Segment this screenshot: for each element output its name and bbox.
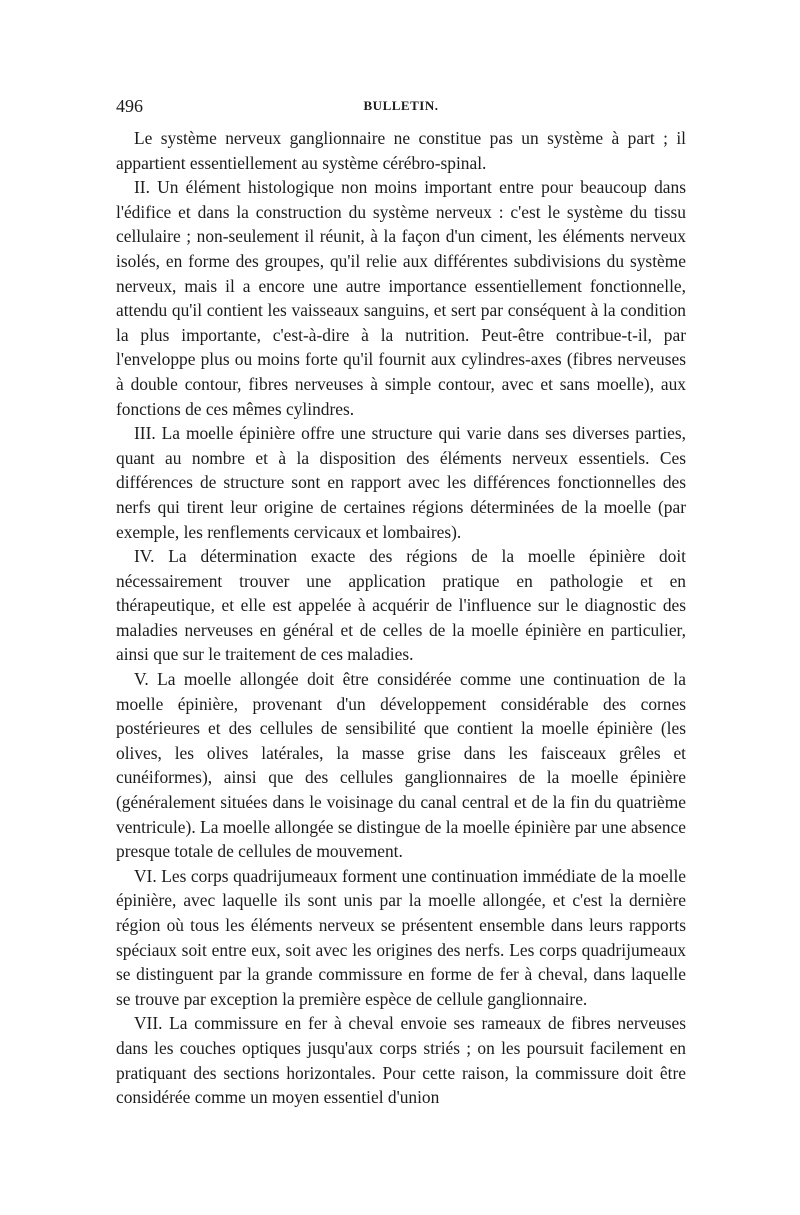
paragraph-vii: VII. La commissure en fer à cheval envoie ses rameaux de fibres nerveuses dans les couches optiques jusqu'aux corps striés ; on les poursuit facilement en pratiquant des sections horizontales. Pour cette raison, la commissure doit être considérée comme un moyen essentiel d'union [116,1013,686,1108]
paragraph-vi: VI. Les corps quadrijumeaux forment une continuation immédiate de la moelle épinière, avec laquelle ils sont unis par la moelle allongée, et c'est la dernière région où tous les éléments nerveux se présentent ensemble dans leurs rapports spéciaux soit entre eux, soit avec les origines des nerfs. Les corps quadrijumeaux se distinguent par la grande commissure en forme de fer à cheval, dans laquelle se trouve par exception la première espèce de cellule ganglionnaire. [116,865,686,1009]
paragraph-iv: IV. La détermination exacte des régions de la moelle épinière doit nécessairement trouver une application pratique en pathologie et en thérapeutique, et elle est appelée à acquérir de l'influence sur le diagnostic des maladies nerveuses en général et de celles de la moelle épinière en particulier, ainsi que sur le traitement de ces maladies. [116,546,686,665]
paragraph-v: V. La moelle allongée doit être considérée comme une continuation de la moelle épinière, provenant d'un développement considérable des cornes postérieures et des cellules de sensibilité que contient la moelle épinière (les olives, les olives latérales, la masse grise dans les faisceaux grêles et cunéiformes), ainsi que des cellules ganglionnaires de la moelle épinière (généralement situées dans le voisinage du canal central et de la fin du quatrième ventricule). La moelle allongée se distingue de la moelle épinière par une absence presque totale de cellules de mouvement. [116,669,686,862]
book-page [116,96,686,1110]
paragraph-iii: III. La moelle épinière offre une structure qui varie dans ses diverses parties, quant au nombre et à la disposition des éléments nerveux essentiels. Ces différences de structure sont en rapport avec les différences fonctionnelles des nerfs qui tirent leur origine de certaines régions déterminées de la moelle (par exemple, les renflements cervicaux et lombaires). [116,423,686,542]
paragraph-ii: II. Un élément histologique non moins important entre pour beaucoup dans l'édifice et dans la construction du système nerveux : c'est le système du tissu cellulaire ; non-seulement il réunit, à la façon d'un ciment, les éléments nerveux isolés, en forme des groupes, qu'il relie aux différentes subdivisions du système nerveux, mais il a encore une autre importance essentiellement fonctionnelle, attendu qu'il contient les vaisseaux sanguins, et sert par conséquent à la condition la plus importante, c'est-à-dire à la nutrition. Peut-être contribue-t-il, par l'enveloppe plus ou moins forte qu'il fournit aux cylindres-axes (fibres nerveuses à double contour, fibres nerveuses à simple contour, avec et sans moelle), aux fonctions de ces mêmes cylindres. [116,177,686,419]
paragraph-intro: Le système nerveux ganglionnaire ne constitue pas un système à part ; il appartient essentiellement au système cérébro-spinal. [116,128,686,173]
running-head: BULLETIN. [363,98,439,113]
page-header [116,96,686,122]
body-text [116,126,686,1110]
page-number: 496 [116,96,143,116]
